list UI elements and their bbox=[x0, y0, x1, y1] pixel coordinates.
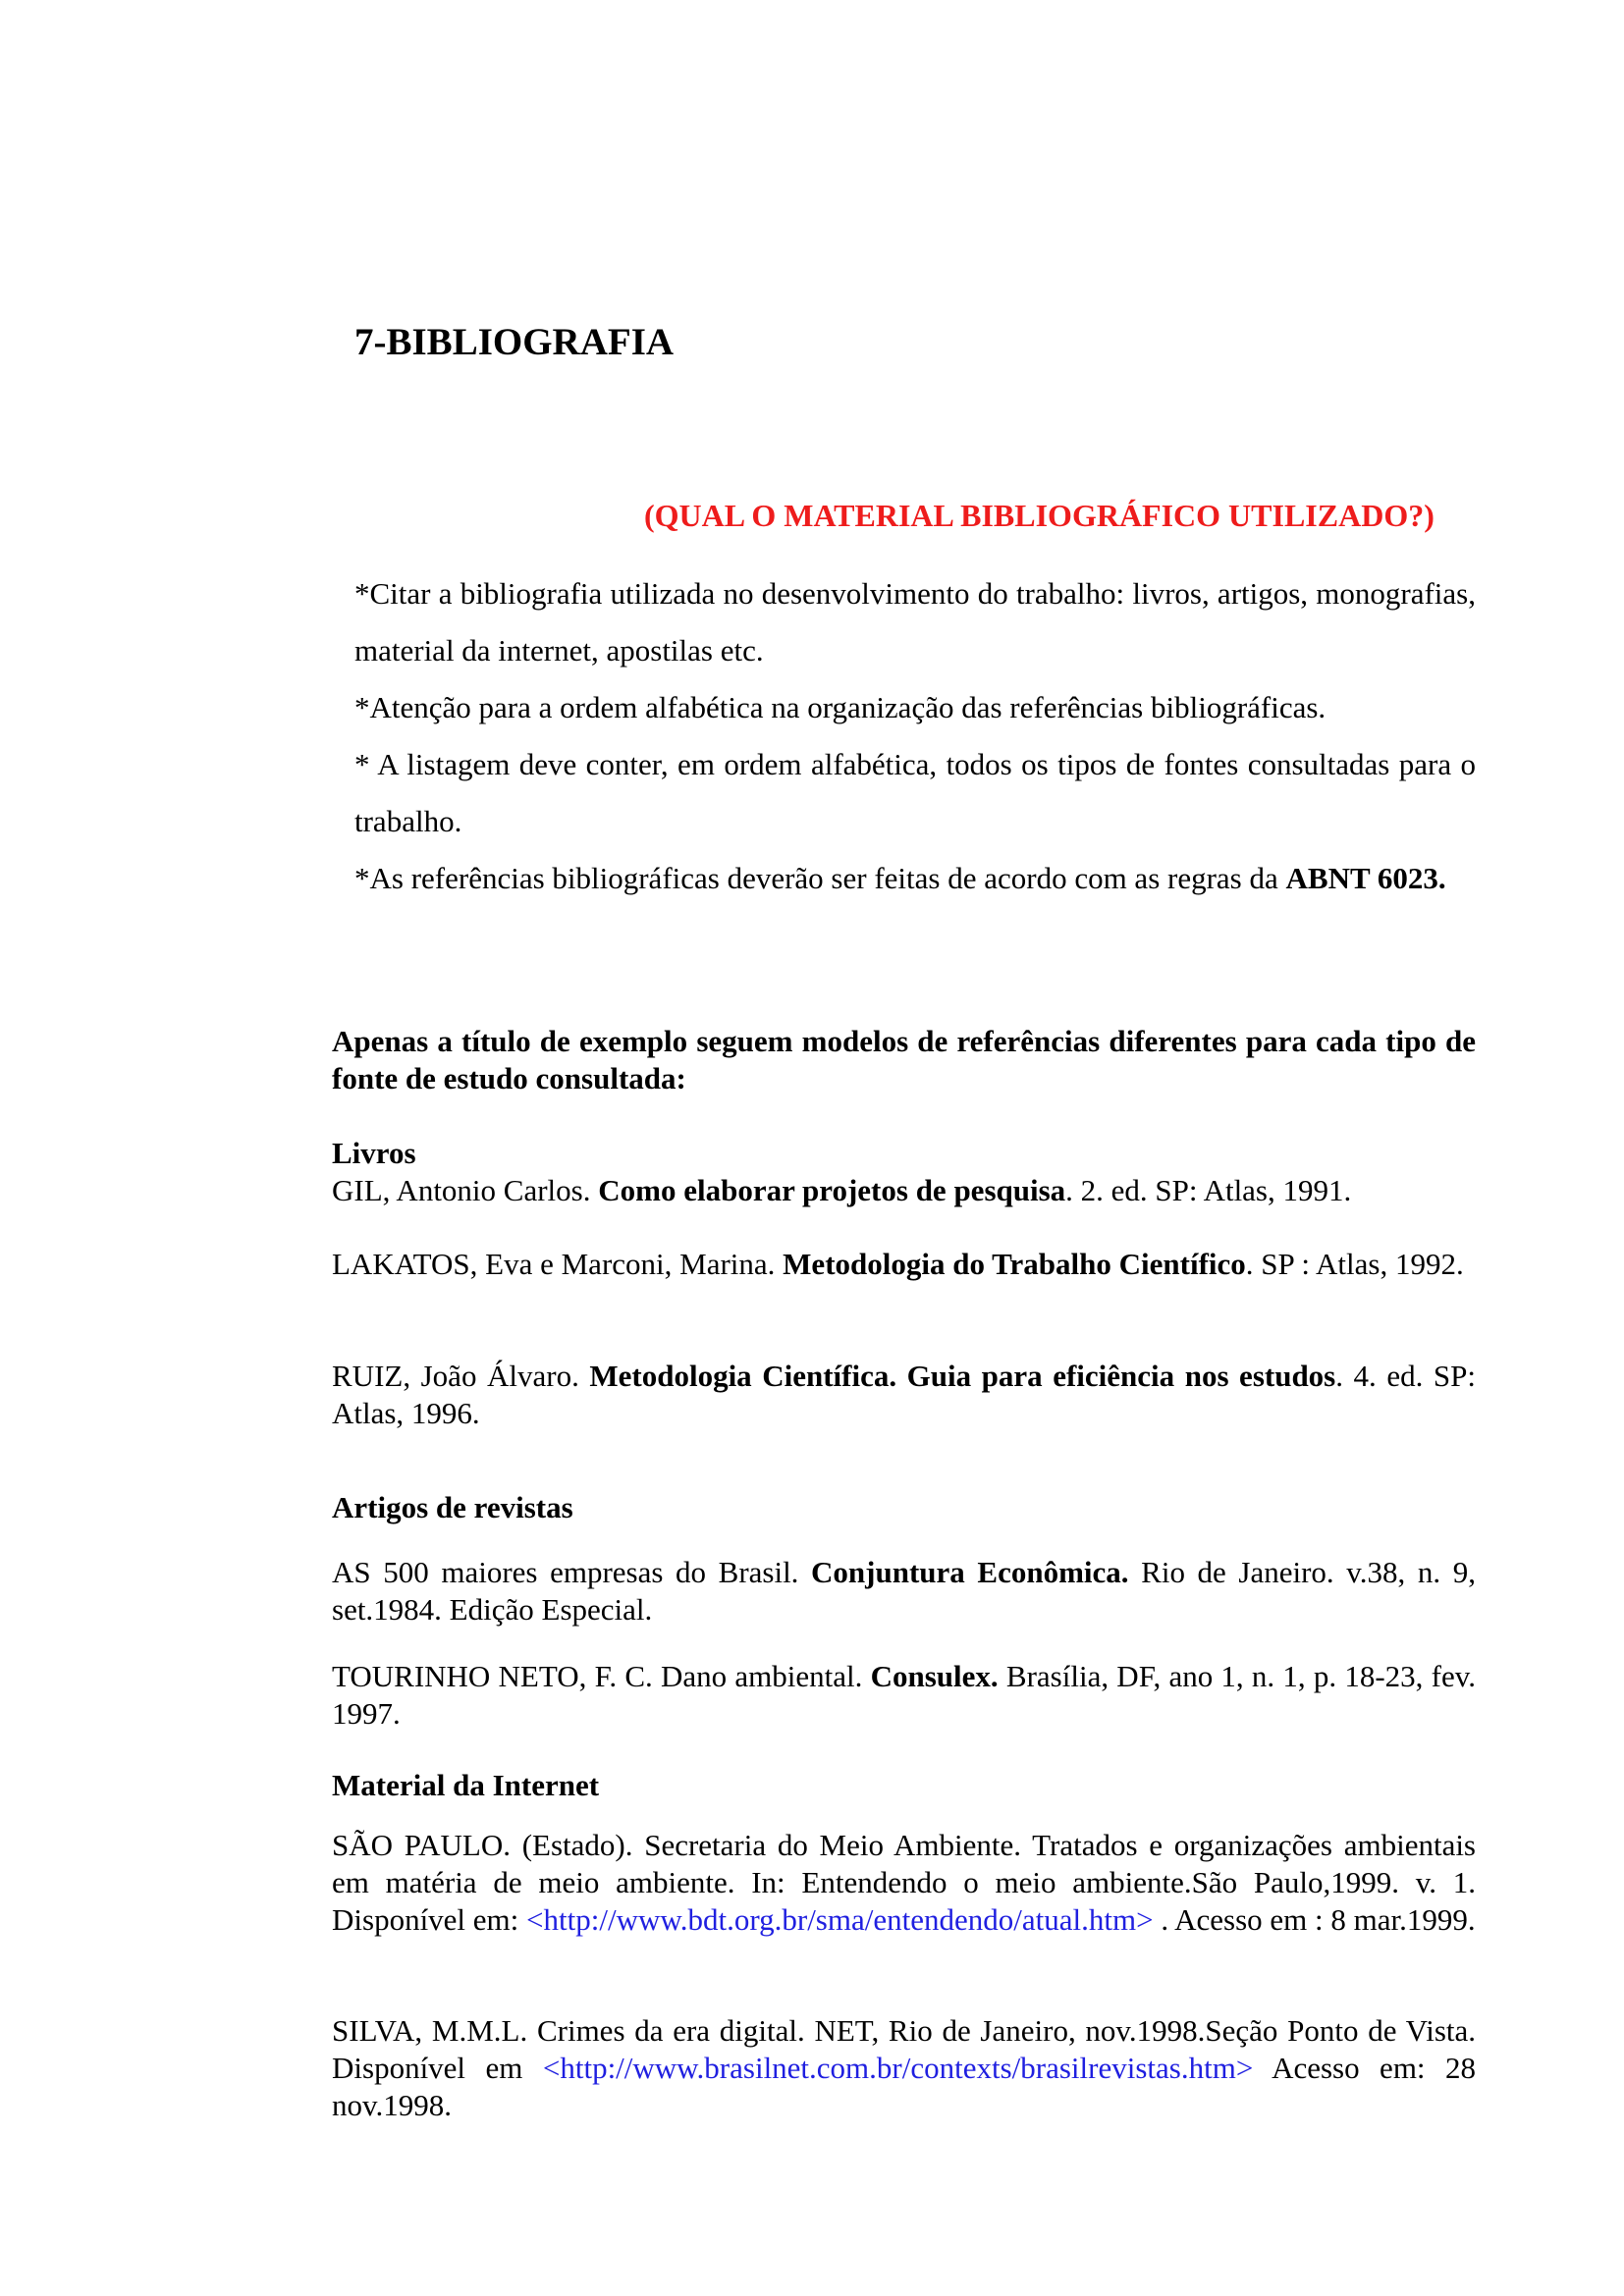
ref-details: . 2. ed. SP: Atlas, 1991. bbox=[1065, 1173, 1352, 1207]
ref-title: Conjuntura Econômica. bbox=[811, 1555, 1129, 1589]
ref-url-link[interactable]: <http://www.brasilnet.com.br/contexts/brasilrevistas.htm> bbox=[542, 2051, 1254, 2085]
ref-author: RUIZ, João Álvaro. bbox=[332, 1359, 590, 1393]
ref-details: Brasília, DF, ano 1, n. 1, p. 18-23, fev. 1997. bbox=[332, 1659, 1476, 1731]
ref-details: . Acesso em : 8 mar.1999. bbox=[1153, 1902, 1476, 1937]
section-title-artigos: Artigos de revistas bbox=[332, 1490, 573, 1524]
ref-url-link[interactable]: <http://www.bdt.org.br/sma/entendendo/atual.htm> bbox=[526, 1902, 1154, 1937]
ref-details: . SP : Atlas, 1992. bbox=[1245, 1247, 1464, 1281]
instruction-item bbox=[354, 850, 1476, 907]
ref-author: SÃO PAULO. (Estado). Secretaria do Meio Ambiente. Tratados e organizações ambientais em matéria de meio ambiente. In: Entendendo o meio ambiente.São Paulo,1999. v. 1. Disponível em: bbox=[332, 1828, 1476, 1937]
instruction-item: * A listagem deve conter, em ordem alfabética, todos os tipos de fontes consultadas para o trabalho. bbox=[354, 747, 1476, 838]
examples-intro: Apenas a título de exemplo seguem modelos de referências diferentes para cada tipo de fonte de estudo consultada: bbox=[332, 1024, 1476, 1095]
abnt-standard: ABNT 6023. bbox=[1285, 861, 1446, 895]
ref-details: Acesso em: 28 nov.1998. bbox=[332, 2051, 1477, 2122]
ref-author: TOURINHO NETO, F. C. Dano ambiental. bbox=[332, 1659, 871, 1693]
ref-author: SILVA, M.M.L. Crimes da era digital. NET, Rio de Janeiro, nov.1998.Seção Ponto de Vista. Disponível em bbox=[332, 2013, 1476, 2085]
instruction-item: *Atenção para a ordem alfabética na organização das referências bibliográficas. bbox=[354, 690, 1326, 724]
reference-entry bbox=[332, 1246, 1476, 1283]
page-title: 7-BIBLIOGRAFIA bbox=[354, 321, 675, 363]
reference-entry bbox=[332, 2012, 1476, 2124]
section-title-livros: Livros bbox=[332, 1136, 416, 1170]
instructions-list bbox=[354, 565, 1476, 907]
ref-author: GIL, Antonio Carlos. bbox=[332, 1173, 599, 1207]
ref-details: . 4. ed. SP: Atlas, 1996. bbox=[332, 1359, 1476, 1430]
section-title-internet: Material da Internet bbox=[332, 1768, 600, 1802]
reference-entry bbox=[332, 1172, 1476, 1209]
ref-author: AS 500 maiores empresas do Brasil. bbox=[332, 1555, 812, 1589]
reference-entry bbox=[332, 1358, 1476, 1432]
ref-title: Metodologia do Trabalho Científico bbox=[783, 1247, 1246, 1281]
reference-entry bbox=[332, 1658, 1476, 1733]
reference-entry bbox=[332, 1827, 1476, 1939]
section-question: (QUAL O MATERIAL BIBLIOGRÁFICO UTILIZADO?) bbox=[644, 498, 1435, 533]
ref-title: Metodologia Científica. Guia para eficiência nos estudos bbox=[589, 1359, 1336, 1393]
ref-title: Como elaborar projetos de pesquisa bbox=[598, 1173, 1066, 1207]
instruction-item: *Citar a bibliografia utilizada no desenvolvimento do trabalho: livros, artigos, monografias, material da internet, apostilas etc. bbox=[354, 576, 1476, 667]
reference-entry bbox=[332, 1554, 1476, 1629]
ref-title: Consulex. bbox=[870, 1659, 999, 1693]
ref-details: Rio de Janeiro. v.38, n. 9, set.1984. Edição Especial. bbox=[332, 1555, 1476, 1627]
ref-author: LAKATOS, Eva e Marconi, Marina. bbox=[332, 1247, 784, 1281]
instruction-text: *As referências bibliográficas deverão ser feitas de acordo com as regras da bbox=[354, 861, 1286, 895]
